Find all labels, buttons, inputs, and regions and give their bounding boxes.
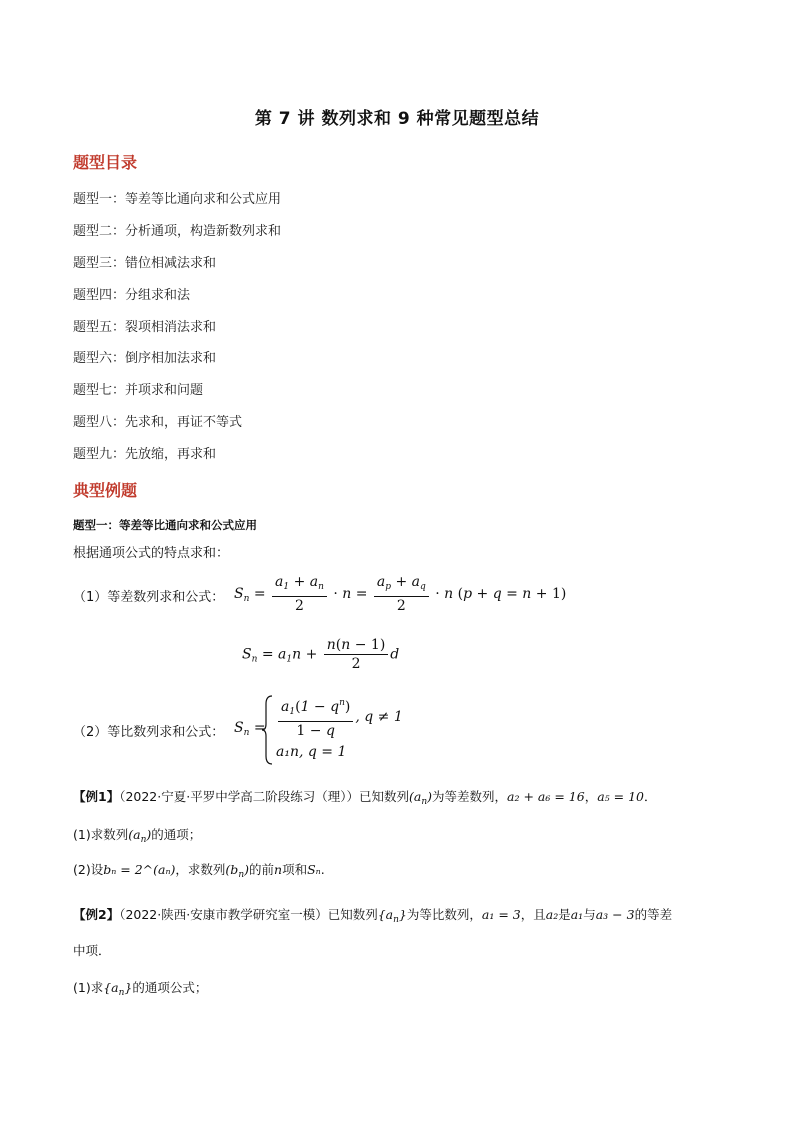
toc-item-9: 题型九：先放缩，再求和: [73, 447, 217, 462]
arith-label: （1）等差数列求和公式：: [73, 590, 225, 605]
example1-line1: 【例1】（2022·宁夏·平罗中学高二阶段练习（理））已知数列$(a_n)$为等差数列，a₂ + a₆ = 16，a₅ = 10．: [73, 789, 657, 807]
example1-tag: 【例1】: [73, 789, 120, 804]
examples-heading: 典型例题: [73, 481, 138, 500]
example2-line2: 中项．: [73, 943, 111, 958]
brace-icon: [262, 694, 274, 766]
toc-item-7: 题型七：并项求和问题: [73, 383, 204, 398]
toc-item-1: 题型一：等差等比通向求和公式应用: [73, 192, 282, 207]
geom-case-1: $\frac{a_1(1 - q^n)}{1 - q}$ , q ≠ 1: [276, 694, 403, 740]
geom-cases: [262, 694, 402, 766]
toc-heading: 题型目录: [73, 153, 138, 172]
geom-label: （2）等比数列求和公式：: [73, 725, 225, 740]
example2-tag: 【例2】: [73, 907, 120, 922]
toc-item-5: 题型五：裂项相消法求和: [73, 320, 217, 335]
example2-q1: (1)求$\{a_n\}$的通项公式；: [73, 980, 208, 998]
toc-item-3: 题型三：错位相减法求和: [73, 256, 217, 271]
arith-formula-2: $S_n = a_1n$ + $\frac{n(n - 1)}{2}$ d: [242, 637, 400, 672]
geom-sn: $S_n$ =: [234, 720, 266, 738]
example2-line1: 【例2】（2022·陕西·安康市教学研究室一模）已知数列$\{a_n\}$为等比数列，a₁ = 3，且a₂是a₁与a₃ − 3的等差: [73, 907, 673, 925]
geom-case-2: a₁n, q = 1: [276, 744, 347, 760]
page-title: 第 7 讲 数列求和 9 种常见题型总结: [254, 109, 540, 129]
intro-text: 根据通项公式的特点求和：: [73, 546, 230, 561]
type1-heading: 题型一：等差等比通向求和公式应用: [73, 518, 257, 532]
toc-item-6: 题型六：倒序相加法求和: [73, 351, 217, 366]
toc-item-8: 题型八：先求和，再证不等式: [73, 415, 243, 430]
toc-item-2: 题型二：分析通项，构造新数列求和: [73, 224, 282, 239]
example1-q1: (1)求数列$(a_n)$的通项；: [73, 827, 202, 845]
example1-q2: (2)设bₙ = 2^(aₙ)，求数列$(b_n)$的前n项和Sₙ.: [73, 862, 325, 880]
arith-formula-1: $S_n$ = $\frac{a_1 + a_n}{2}$ · n = $\frac{a_p + a_q}{2}$ · n (p + q = n + 1): [234, 574, 567, 614]
toc-item-4: 题型四：分组求和法: [73, 288, 191, 303]
